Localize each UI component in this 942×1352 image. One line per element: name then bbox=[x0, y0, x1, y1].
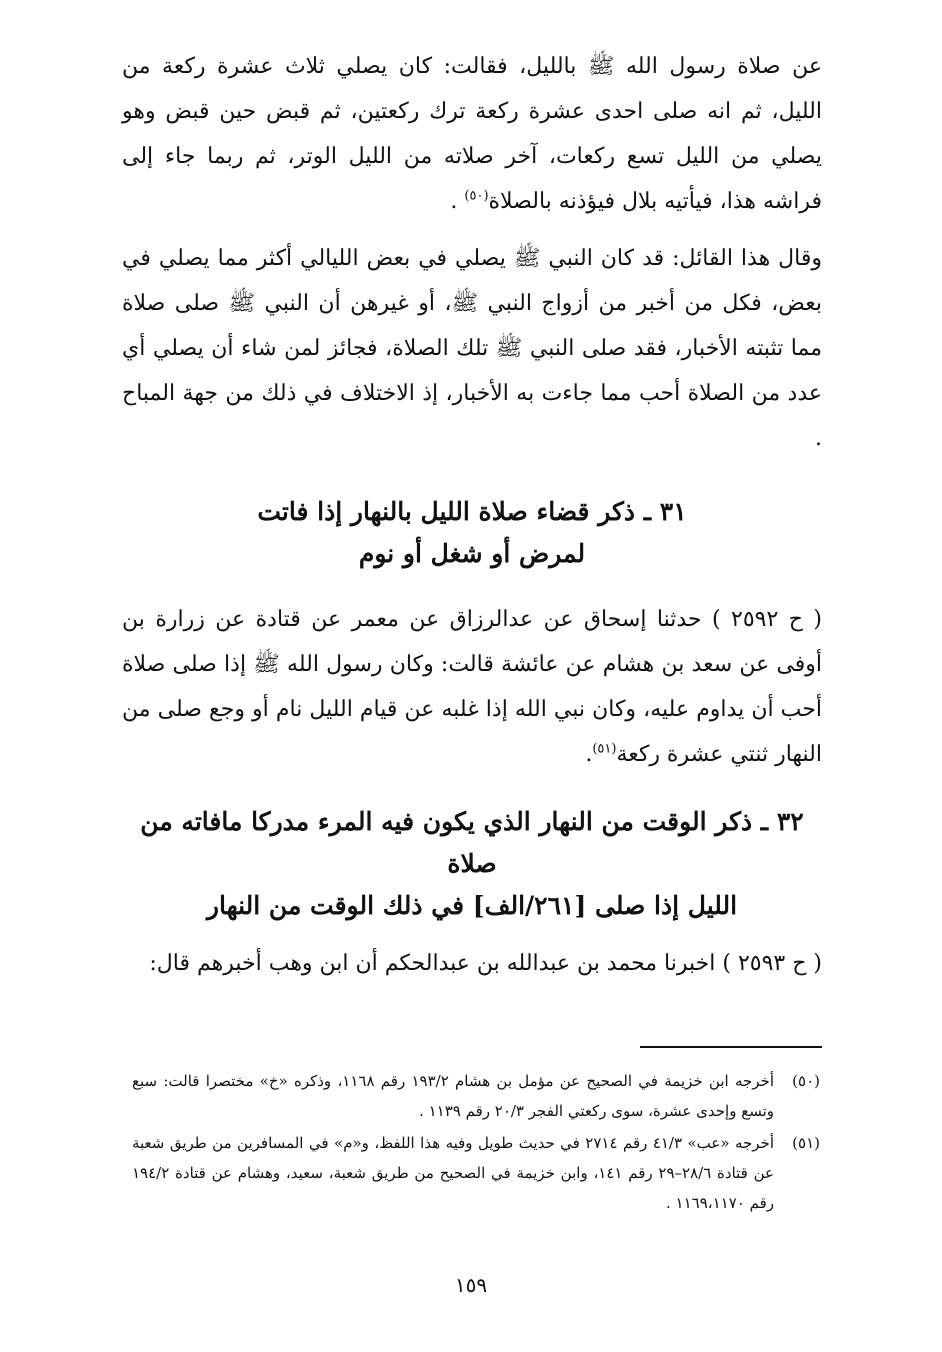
footnote-ref-51: (٥١) bbox=[592, 741, 617, 757]
page-body bbox=[122, 44, 822, 986]
footnote-51-text: أخرجه «عب» ٤١/٣ رقم ٢٧١٤ في حديث طويل وفيه هذا اللفظ، و«م» في المسافرين من طريق شعبة عن قتادة ٢٨/٦–٢٩ رقم ١٤١، وابن خزيمة في الصحيح من طريق شعبة، سعيد، وهشام عن قتادة ١٩٤/٢ رقم ١١٦٩،١١٧٠ . bbox=[132, 1134, 775, 1212]
section-32-heading bbox=[122, 801, 822, 927]
footnotes bbox=[132, 1066, 820, 1220]
hadith-2592-end: . bbox=[585, 742, 593, 767]
hadith-2593: ( ح ٢٥٩٣ ) اخبرنا محمد بن عبدالله بن عبدالحكم أن ابن وهب أخبرهم قال: bbox=[149, 951, 822, 976]
footnote-ref-50: (٥٠) bbox=[464, 188, 489, 204]
hadith-2592-text: ( ح ٢٥٩٢ ) حدثنا إسحاق عن عدالرزاق عن معمر عن قتادة عن زرارة بن أوفى عن سعد بن هشام عن عائشة قالت: وكان رسول الله ﷺ إذا صلى صلاة أحب أن يداوم عليه، وكان نبي الله إذا غلبه عن قيام الليل نام أو وجع صلى من النهار ثنتي عشرة ركعة bbox=[122, 607, 822, 767]
hadith-2592 bbox=[122, 597, 822, 777]
section-32-heading-line-1: ٣٢ ـ ذكر الوقت من النهار الذي يكون فيه المرء مدركا مافاته من صلاة bbox=[140, 807, 804, 878]
section-32-heading-line-2: الليل إذا صلى [٢٦١/الف] في ذلك الوقت من النهار bbox=[206, 891, 738, 920]
paragraph-1-end: . bbox=[450, 189, 465, 214]
section-31-heading bbox=[122, 491, 822, 575]
paragraph-2: وقال هذا القائل: قد كان النبي ﷺ يصلي في بعض الليالي أكثر مما يصلي في بعض، فكل من أخبر من أزواج النبي ﷺ، أو غيرهن أن النبي ﷺ صلى صلاة مما تثبته الأخبار، فقد صلى النبي ﷺ تلك الصلاة، فجائز لمن شاء أن يصلي أي عدد من الصلاة أحب مما جاءت به الأخبار، إذ الاختلاف في ذلك من جهة المباح . bbox=[122, 246, 822, 451]
footnote-50-number: (٥٠) bbox=[792, 1072, 820, 1090]
page-number: ١٥٩ bbox=[454, 1273, 488, 1297]
section-31-heading-line-2: لمرض أو شغل أو نوم bbox=[358, 539, 586, 568]
section-31-heading-line-1: ٣١ ـ ذكر قضاء صلاة الليل بالنهار إذا فاتت bbox=[257, 497, 687, 526]
footnote-separator bbox=[640, 1046, 822, 1048]
footnote-51 bbox=[132, 1128, 820, 1218]
paragraph-1 bbox=[122, 44, 822, 224]
footnote-50-text: أخرجه ابن خزيمة في الصحيح عن مؤمل بن هشام ١٩٣/٢ رقم ١١٦٨، وذكره «خ» مختصرا قالت: سبع وتسع وإحدى عشرة، سوى ركعتي الفجر ٢٠/٣ رقم ١١٣٩ . bbox=[132, 1072, 774, 1120]
footnote-50 bbox=[132, 1066, 820, 1126]
footnote-51-number: (٥١) bbox=[792, 1134, 820, 1152]
paragraph-1-text: عن صلاة رسول الله ﷺ بالليل، فقالت: كان يصلي ثلاث عشرة ركعة من الليل، ثم انه صلى احدى عشرة ركعة ترك ركعتين، ثم قبض حين قبض وهو يصلي من الليل تسع ركعات، آخر صلاته من الليل الوتر، ثم ربما جاء إلى فراشه هذا، فيأتيه بلال فيؤذنه بالصلاة bbox=[122, 54, 822, 214]
